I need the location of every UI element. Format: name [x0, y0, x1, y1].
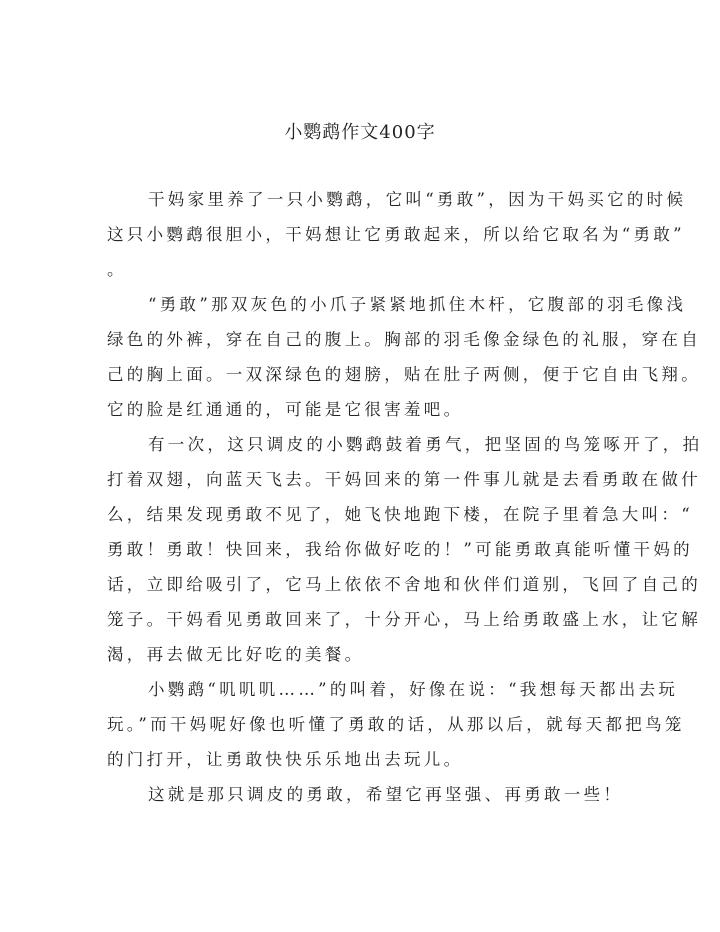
- text-line: 己的胸上面。一双深绿色的翅膀，贴在肚子两侧，便于它自由飞翔。: [107, 365, 701, 384]
- text-line: 这只小鹦鹉很胆小，干妈想让它勇敢起来，所以给它取名为“勇敢”: [107, 225, 685, 244]
- text-line: 绿色的外裤，穿在自己的腹上。胸部的羽毛像金绿色的礼服，穿在自: [107, 330, 701, 349]
- text-line: 。: [107, 260, 127, 279]
- text-line: 勇敢！勇敢！快回来，我给你做好吃的！”可能勇敢真能听懂干妈的: [107, 540, 693, 559]
- paragraph-2: [107, 287, 701, 427]
- text-line: 话，立即给吸引了，它马上依依不舍地和伙伴们道别，飞回了自己的: [107, 575, 701, 594]
- document-title: 小鹦鹉作文400字: [284, 122, 436, 143]
- text-line: 它的脸是红通通的，可能是它很害羞吧。: [107, 400, 464, 419]
- text-line: 这就是那只调皮的勇敢，希望它再坚强、再勇敢一些！: [148, 785, 624, 804]
- paragraph-5: [107, 777, 627, 812]
- text-line: 的门打开，让勇敢快快乐乐地出去玩儿。: [107, 750, 464, 769]
- text-line: 么，结果发现勇敢不见了，她飞快地跑下楼，在院子里着急大叫：“: [107, 505, 693, 524]
- text-line: 玩。”而干妈呢好像也听懂了勇敢的话，从那以后，就每天都把鸟笼: [107, 715, 685, 734]
- paragraph-3: [107, 427, 703, 672]
- text-line: 打着双翅，向蓝天飞去。干妈回来的第一件事儿就是去看勇敢在做什: [107, 470, 701, 489]
- text-line: 干妈家里养了一只小鹦鹉，它叫“勇敢”，因为干妈买它的时候: [148, 190, 687, 209]
- document-body: [107, 182, 703, 812]
- paragraph-1: [107, 182, 687, 287]
- text-line: 有一次，这只调皮的小鹦鹉鼓着勇气，把坚固的鸟笼啄开了，拍: [148, 435, 703, 454]
- text-line: “勇敢”那双灰色的小爪子紧紧地抓住木杆，它腹部的羽毛像浅: [148, 295, 687, 314]
- text-line: 渴，再去做无比好吃的美餐。: [107, 645, 365, 664]
- text-line: 笼子。干妈看见勇敢回来了，十分开心，马上给勇敢盛上水，让它解: [107, 610, 701, 629]
- paragraph-4: [107, 672, 685, 777]
- text-line: 小鹦鹉“叽叽叽……”的叫着，好像在说：“我想每天都出去玩: [148, 680, 679, 699]
